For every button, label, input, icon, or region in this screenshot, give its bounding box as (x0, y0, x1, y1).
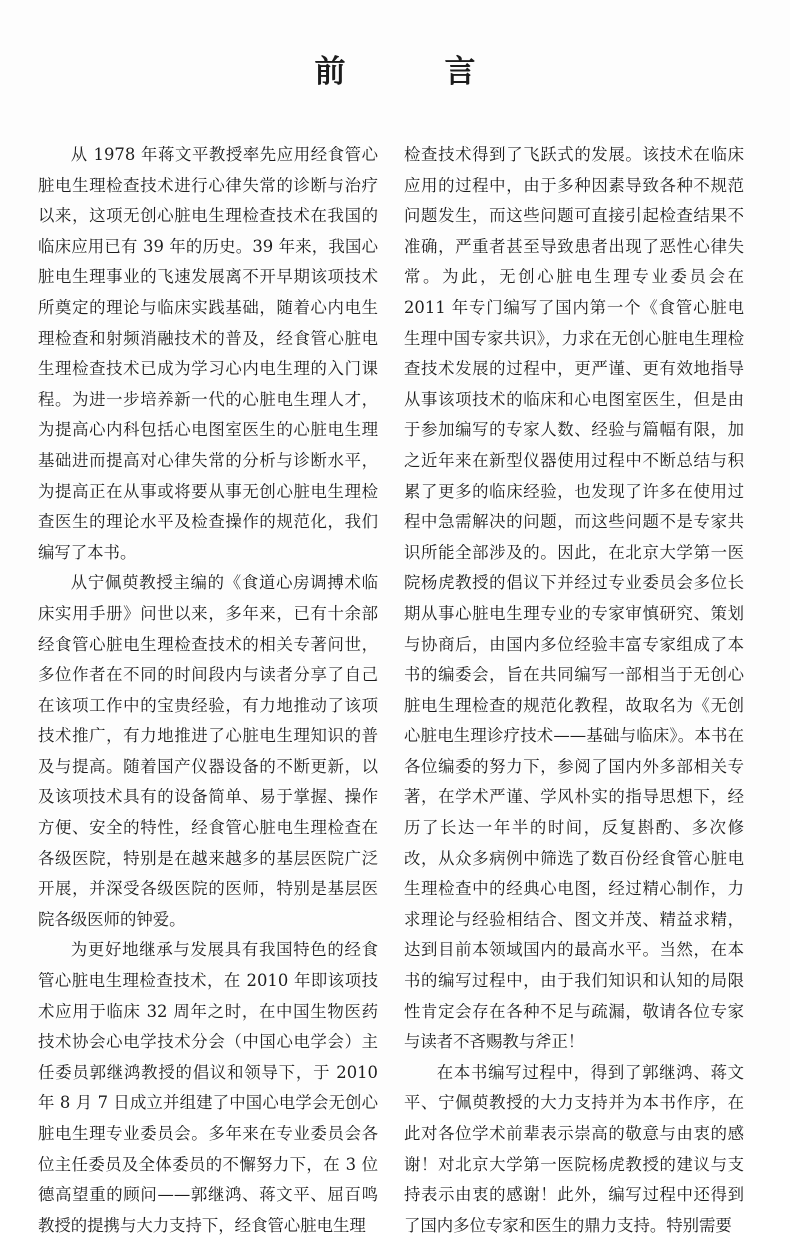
paragraph: 在本书编写过程中，得到了郭继鸿、蒋文平、宁佩萸教授的大力支持并为本书作序，在此对各位学术前辈表示崇高的敬意与由衷的感谢！对北京大学第一医院杨虎教授的建议与支持表示由衷的感谢！此外，编写过程中还得到了国内多位专家和医生的鼎力支持。特别需要 (404, 1062, 744, 1235)
right-column (404, 140, 744, 1241)
paragraph: 为更好地继承与发展具有我国特色的经食管心脏电生理检查技术，在 2010 年即该项技术应用于临床 32 周年之时，在中国生物医药技术协会心电学技术分会（中国心电学会）主任委员郭继鸿教授的倡议和领导下，于 2010 年 8 月 7 日成立并组建了中国心电学会无创心脏电生理专业委员会。多年来在专业委员会各位主任委员及全体委员的不懈努力下，在 3 位德高望重的顾问——郭继鸿、蒋文平、屈百鸣教授的提携与大力支持下，经食管心脏电生理 (38, 940, 378, 1235)
left-column (38, 140, 378, 1241)
paragraph: 从宁佩萸教授主编的《食道心房调搏术临床实用手册》问世以来，多年来，已有十余部经食管心脏电生理检查技术的相关专著问世，多位作者在不同的时间段内与读者分享了自己在该项工作中的宝贵经验，有力地推动了该项技术推广，有力地推进了心脏电生理知识的普及与提高。随着国产仪器设备的不断更新，以及该项技术具有的设备简单、易于掌握、操作方便、安全的特性，经食管心脏电生理检查在各级医院，特别是在越来越多的基层医院广泛开展，并深受各级医院的医师，特别是基层医院各级医师的钟爱。 (38, 573, 378, 929)
paragraph: 从 1978 年蒋文平教授率先应用经食管心脏电生理检查技术进行心律失常的诊断与治疗以来，这项无创心脏电生理检查技术在我国的临床应用已有 39 年的历史。39 年来，我国心脏电生理事业的飞速发展离不开早期该项技术所奠定的理论与临床实践基础，随着心内电生理检查和射频消融技术的普及，经食管心脏电生理检查技术已成为学习心内电生理的入门课程。为进一步培养新一代的心脏电生理人才，为提高心内科包括心电图室医生的心脏电生理基础进而提高对心律失常的分析与诊断水平，为提高正在从事或将要从事无创心脏电生理检查医生的理论水平及检查操作的规范化，我们编写了本书。 (38, 145, 378, 562)
page-title: 前 言 (314, 54, 510, 90)
paragraph: 检查技术得到了飞跃式的发展。该技术在临床应用的过程中，由于多种因素导致各种不规范问题发生，而这些问题可直接引起检查结果不准确，严重者甚至导致患者出现了恶性心律失常。为此，无创心脏电生理专业委员会在 2011 年专门编写了国内第一个《食管心脏电生理中国专家共识》，力求在无创心脏电生理检查技术发展的过程中，更严谨、更有效地指导从事该项技术的临床和心电图室医生，但是由于参加编写的专家人数、经验与篇幅有限，加之近年来在新型仪器使用过程中不断总结与积累了更多的临床经验，也发现了许多在使用过程中急需解决的问题，而这些问题不是专家共识所能全部涉及的。因此，在北京大学第一医院杨虎教授的倡议下并经过专业委员会多位长期从事心脏电生理专业的专家审慎研究、策划与协商后，由国内多位经验丰富专家组成了本书的编委会，旨在共同编写一部相当于无创心脏电生理检查的规范化教程，故取名为《无创心脏电生理诊疗技术——基础与临床》。本书在各位编委的努力下，参阅了国内外多部相关专著，在学术严谨、学风朴实的指导思想下，经历了长达一年半的时间，反复斟酌、多次修改，从众多病例中筛选了数百份经食管心脏电生理检查中的经典心电图，经过精心制作，力求理论与经验相结合、图文并茂、精益求精，达到目前本领域国内的最高水平。当然，在本书的编写过程中，由于我们知识和认知的局限性肯定会存在各种不足与疏漏，敬请各位专家与读者不吝赐教与斧正！ (404, 145, 744, 1052)
